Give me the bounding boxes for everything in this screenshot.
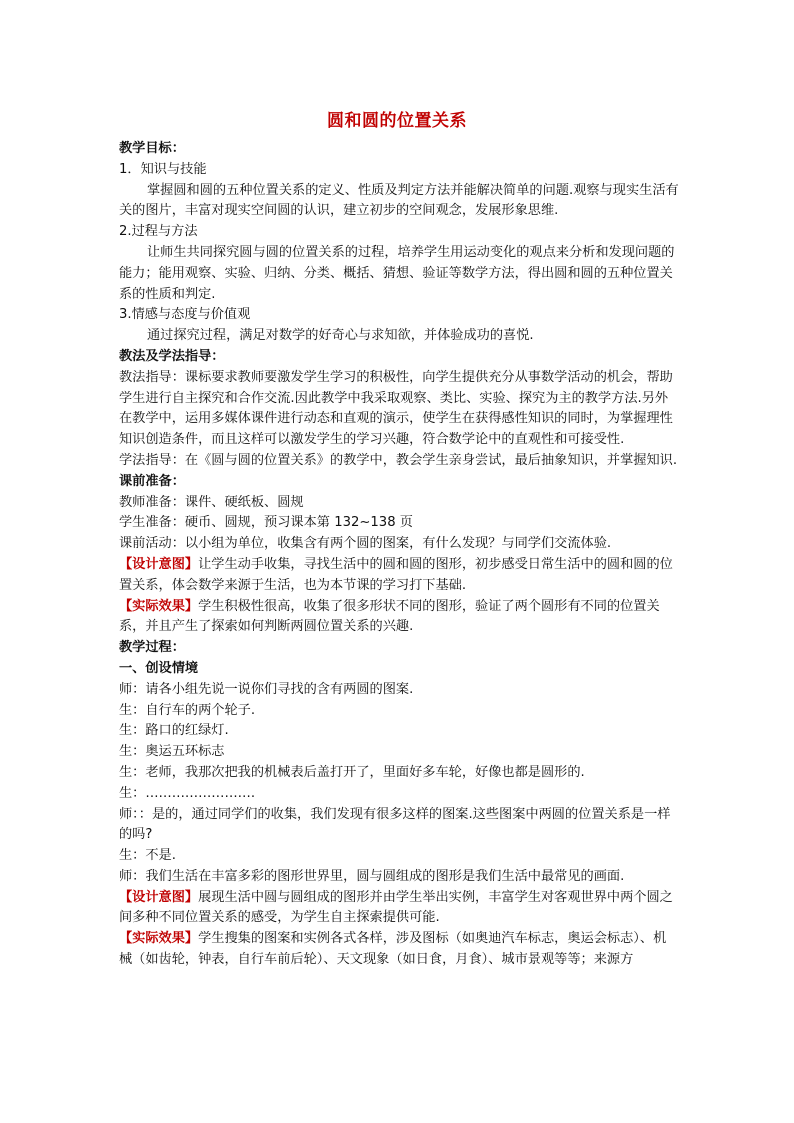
goals-heading: 教学目标： xyxy=(119,141,185,156)
pre-class-activity: 课前活动：以小组为单位，收集含有两个圆的图案，有什么发现？与同学们交流体验. xyxy=(119,536,612,552)
prep-actual-effect xyxy=(119,597,679,639)
prep-design-intent xyxy=(119,555,679,597)
design-intent-text: 让学生动手收集，寻找生活中的圆和圆的图形，初步感受日常生活中的圆和圆的位置关系，体会数学来源于生活，也为本节课的学习打下基础. xyxy=(119,556,673,593)
scenario-heading: 一、创设情境 xyxy=(119,660,199,676)
process-method-text: 让师生共同探究圆与圆的位置关系的过程，培养学生用运动变化的观点来分析和发现问题的能力；能用观察、实验、归纳、分类、概括、猜想、验证等数学方法，得出圆和圆的五种位置关系的性质和判定. xyxy=(119,244,675,302)
design-intent-tag: 【设计意图】 xyxy=(119,889,199,905)
dialogue-line: 师：我们生活在丰富多彩的图形世界里，圆与圆组成的图形是我们生活中最常见的画面. xyxy=(119,868,625,884)
dialogue-line: 生：自行车的两个轮子. xyxy=(119,702,256,718)
methods-heading: 教法及学法指导： xyxy=(119,348,225,364)
design-intent-text: 展现生活中圆与圆组成的图形并由学生举出实例，丰富学生对客观世界中两个圆之间多种不同位置关系的感受，为学生自主探索提供可能. xyxy=(119,889,673,926)
design-intent-tag: 【设计意图】 xyxy=(119,556,199,572)
dialogue-line: 师：请各小组先说一说你们寻找的含有两圆的图案. xyxy=(119,681,414,697)
actual-effect-text: 学生积极性很高，收集了很多形状不同的图形，验证了两个圆形有不同的位置关系，并且产生了探索如何判断两圆位置关系的兴趣. xyxy=(119,598,660,635)
dialogue-line: 师：：是的，通过同学们的收集，我们发现有很多这样的图案.这些图案中两圆的位置关系是一样的吗? xyxy=(119,806,671,843)
attitude-values-text: 通过探究过程，满足对数学的好奇心与求知欲，并体验成功的喜悦. xyxy=(147,328,534,344)
dialogue-line: 生：……………………. xyxy=(119,785,256,801)
dialogue-line: 生：奥运五环标志 xyxy=(119,744,225,760)
document-title: 圆和圆的位置关系 xyxy=(327,111,467,131)
process-method-heading: 2.过程与方法 xyxy=(119,224,198,240)
actual-effect-tag: 【实际效果】 xyxy=(119,598,199,614)
document-body xyxy=(119,139,679,971)
process-heading: 教学过程： xyxy=(119,640,185,656)
learning-guidance: 学法指导：在《圆与圆的位置关系》的教学中，教会学生亲身尝试，最后抽象知识，并掌握知识. xyxy=(119,452,678,468)
dialogue-line: 生：老师，我那次把我的机械表后盖打开了，里面好多车轮，好像也都是圆形的. xyxy=(119,764,585,780)
actual-effect-tag: 【实际效果】 xyxy=(119,931,199,947)
knowledge-skills-text: 掌握圆和圆的五种位置关系的定义、性质及判定方法并能解决简单的问题.观察与现实生活有关的图片，丰富对现实空间圆的认识，建立初步的空间观念，发展形象思维. xyxy=(119,182,679,219)
actual-effect-text: 学生搜集的图案和实例各式各样，涉及图标（如奥迪汽车标志，奥运会标志）、机械（如齿轮，钟表，自行车前后轮）、天文现象（如日食，月食）、城市景观等等；来源方 xyxy=(119,931,667,968)
process-actual-effect xyxy=(119,929,679,971)
teacher-prep: 教师准备：课件、硬纸板、圆规 xyxy=(119,494,304,510)
prep-heading: 课前准备： xyxy=(119,473,185,489)
knowledge-skills-heading: 1．知识与技能 xyxy=(119,161,207,177)
student-prep: 学生准备：硬币、圆规，预习课本第 132~138 页 xyxy=(119,515,413,531)
process-design-intent xyxy=(119,888,679,930)
teaching-guidance: 教法指导：课标要求教师要激发学生学习的积极性，向学生提供充分从事数学活动的机会，帮助学生进行自主探究和合作交流.因此教学中我采取观察、类比、实验、探究为主的教学方法.另外在教学中，运用多媒体课件进行动态和直观的演示，使学生在获得感性知识的同时，为掌握理性知识创造条件，而且这样可以激发学生的学习兴趣，符合数学论中的直观性和可接受性. xyxy=(119,369,673,448)
attitude-values-heading: 3.情感与态度与价值观 xyxy=(119,307,251,323)
dialogue-line: 生：不是. xyxy=(119,848,176,864)
dialogue-line: 生：路口的红绿灯. xyxy=(119,723,229,739)
